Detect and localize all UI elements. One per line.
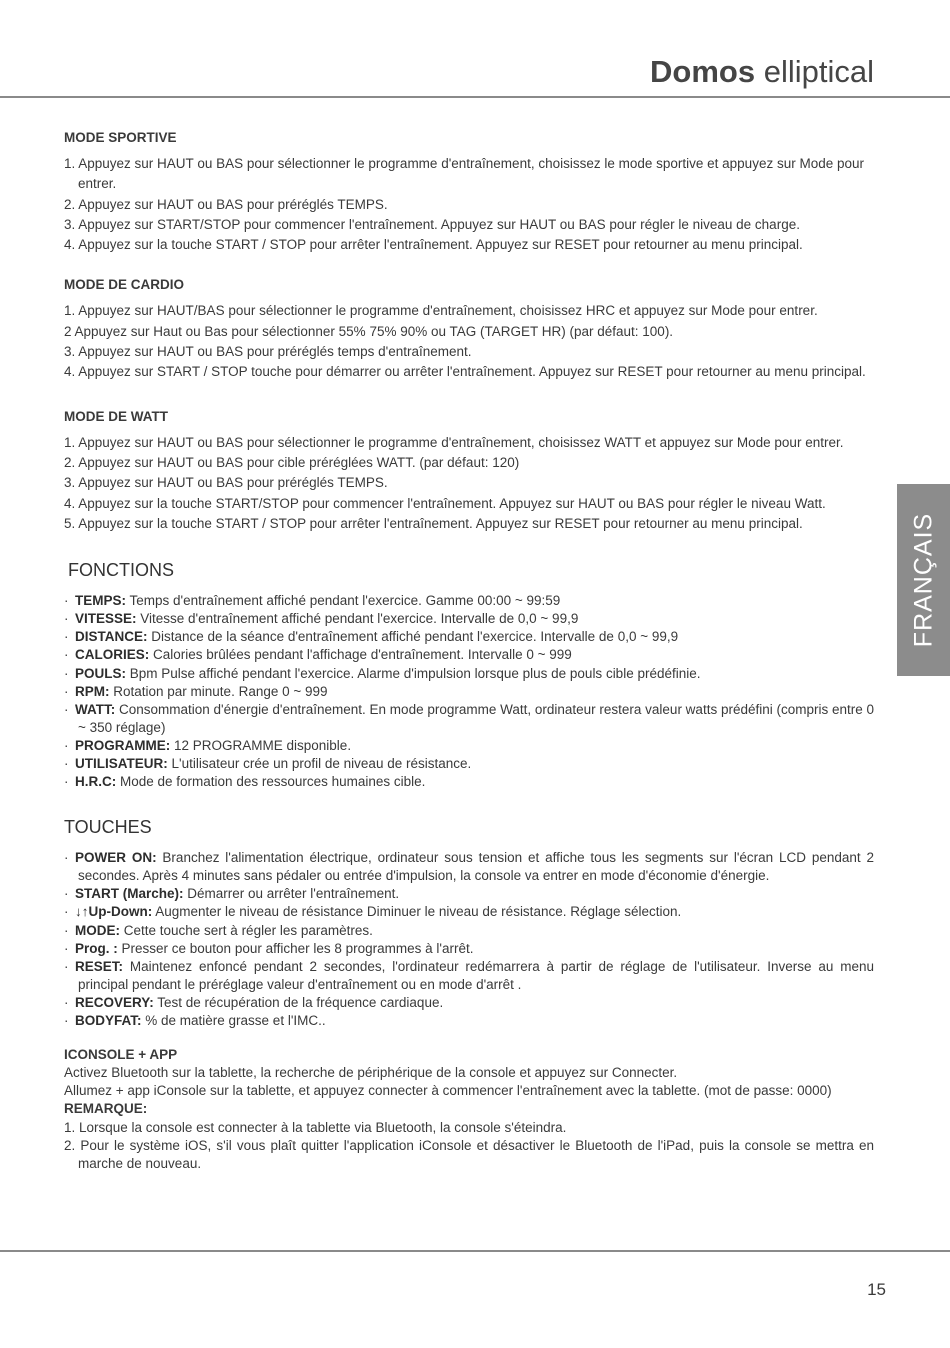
header-divider: [0, 96, 950, 98]
section-title-fonctions: FONCTIONS: [68, 560, 174, 581]
list-item: · RPM: Rotation par minute. Range 0 ~ 999: [64, 683, 328, 699]
list-item: 4. Appuyez sur la touche START / STOP pour arrêter l'entraînement. Appuyez sur RESET pour retourner au menu principal.: [64, 237, 803, 253]
section-title-watt: MODE DE WATT: [64, 408, 168, 424]
section-title-touches: TOUCHES: [64, 817, 152, 838]
list-item: · ↓↑Up-Down: Augmenter le niveau de résistance Diminuer le niveau de résistance. Réglage sélection.: [64, 904, 682, 920]
list-item: · RESET: Maintenez enfoncé pendant 2 secondes, l'ordinateur redémarrera à partir de réglage de l'utilisateur. Inverse au menu principal pendant le préréglage valeur d'entraînement ou en mode d'arrêt .: [64, 958, 874, 992]
list-item: · Prog. : Presser ce bouton pour afficher les 8 programmes à l'arrêt.: [64, 940, 474, 956]
language-tab-label: FRANÇAIS: [909, 512, 937, 648]
list-sportive: [64, 154, 874, 255]
list-item: · START (Marche): Démarrer ou arrêter l'entraînement.: [64, 886, 400, 902]
list-item: 2. Appuyez sur HAUT ou BAS pour cible préréglées WATT. (par défaut: 120): [64, 454, 520, 470]
section-title-iconsole: ICONSOLE + APP: [64, 1047, 178, 1063]
list-item: 3. Appuyez sur HAUT ou BAS pour préréglés temps d'entraînement.: [64, 344, 472, 360]
list-item: 1. Lorsque la console est connecter à la tablette via Bluetooth, la console s'éteindra.: [64, 1119, 567, 1135]
list-item: · DISTANCE: Distance de la séance d'entraînement affiché pendant l'exercice. Intervalle de 0,0 ~ 99,9: [64, 629, 679, 645]
list-item: 1. Appuyez sur HAUT ou BAS pour sélectionner le programme d'entraînement, choisissez WATT et appuyez sur Mode pour entrer.: [64, 434, 844, 450]
list-item: 2. Appuyez sur HAUT ou BAS pour préréglés TEMPS.: [64, 196, 388, 212]
list-cardio: [64, 301, 874, 382]
page-number: 15: [867, 1280, 886, 1299]
list-item: 2 Appuyez sur Haut ou Bas pour sélectionner 55% 75% 90% ou TAG (TARGET HR) (par défaut: 100).: [64, 323, 674, 339]
language-tab: [897, 484, 950, 676]
list-item: 4. Appuyez sur la touche START/STOP pour commencer l'entraînement. Appuyez sur HAUT ou BAS pour régler le niveau Watt.: [64, 495, 826, 511]
list-item: · CALORIES: Calories brûlées pendant l'affichage d'entraînement. Intervalle 0 ~ 999: [64, 647, 572, 663]
list-item: 1. Appuyez sur HAUT ou BAS pour sélectionner le programme d'entraînement, choisissez le mode sportive et appuyez sur Mode pour entrer.: [64, 156, 864, 192]
list-item: · BODYFAT: % de matière grasse et l'IMC..: [64, 1013, 326, 1029]
list-item: 3. Appuyez sur START/STOP pour commencer l'entraînement. Appuyez sur HAUT ou BAS pour régler le niveau de charge.: [64, 216, 800, 232]
document-title: [650, 54, 874, 90]
list-item: · UTILISATEUR: L'utilisateur crée un profil de niveau de résistance.: [64, 756, 472, 771]
section-title-sportive: MODE SPORTIVE: [64, 130, 177, 145]
list-item: · MODE: Cette touche sert à régler les paramètres.: [64, 922, 373, 938]
list-item: · PROGRAMME: 12 PROGRAMME disponible.: [64, 737, 352, 753]
footer-divider: [0, 1250, 950, 1252]
list-fonctions: [64, 592, 874, 791]
model-name: elliptical: [763, 54, 874, 89]
list-item: · RECOVERY: Test de récupération de la fréquence cardiaque.: [64, 994, 444, 1010]
list-item: 2. Pour le système iOS, s'il vous plaît quitter l'application iConsole et désactiver le Bluetooth de l'iPad, puis la console se mettra en marche de nouveau.: [64, 1137, 874, 1171]
page-content: [64, 128, 874, 1173]
list-item: · POULS: Bpm Pulse affiché pendant l'exercice. Alarme d'impulsion lorsque plus de pouls cible prédéfinie.: [64, 665, 701, 681]
paragraph: Allumez + app iConsole sur la tablette, et appuyez connecter à commencer l'entraînement avec la tablette. (mot de passe: 0000): [64, 1083, 832, 1099]
list-touches: [64, 849, 874, 1030]
iconsole-section: [64, 1046, 874, 1173]
brand-name: Domos: [650, 54, 756, 89]
list-item: · POWER ON: Branchez l'alimentation électrique, ordinateur sous tension et affiche tous les segments sur l'écran LCD pendant 2 secondes. Après 4 minutes sans pédaler ou entrée d'impulsion, la console va entrer en mode d'économie d'énergie.: [64, 850, 875, 884]
list-item: · WATT: Consommation d'énergie d'entraînement. En mode programme Watt, ordinateur restera valeur watts prédéfini (compris entre 0 ~ 350 réglage): [64, 701, 875, 735]
list-item: · VITESSE: Vitesse d'entraînement affiché pendant l'exercice. Intervalle de 0,0 ~ 99,9: [64, 611, 579, 627]
list-watt: [64, 433, 874, 534]
list-item: 4. Appuyez sur START / STOP touche pour démarrer ou arrêter l'entraînement. Appuyez sur RESET pour retourner au menu principal.: [64, 364, 866, 380]
list-item: 1. Appuyez sur HAUT/BAS pour sélectionner le programme d'entraînement, choisissez HRC et appuyez sur Mode pour entrer.: [64, 303, 818, 319]
remarque-title: REMARQUE:: [64, 1101, 148, 1117]
list-item: · H.R.C: Mode de formation des ressources humaines cible.: [64, 774, 426, 790]
list-item: 3. Appuyez sur HAUT ou BAS pour préréglés TEMPS.: [64, 475, 388, 491]
section-title-cardio: MODE DE CARDIO: [64, 277, 185, 293]
list-item: 5. Appuyez sur la touche START / STOP pour arrêter l'entraînement. Appuyez sur RESET pour retourner au menu principal.: [64, 515, 803, 531]
list-item: · TEMPS: Temps d'entraînement affiché pendant l'exercice. Gamme 00:00 ~ 99:59: [64, 593, 561, 609]
paragraph: Activez Bluetooth sur la tablette, la recherche de périphérique de la console et appuyez sur Connecter.: [64, 1065, 678, 1081]
